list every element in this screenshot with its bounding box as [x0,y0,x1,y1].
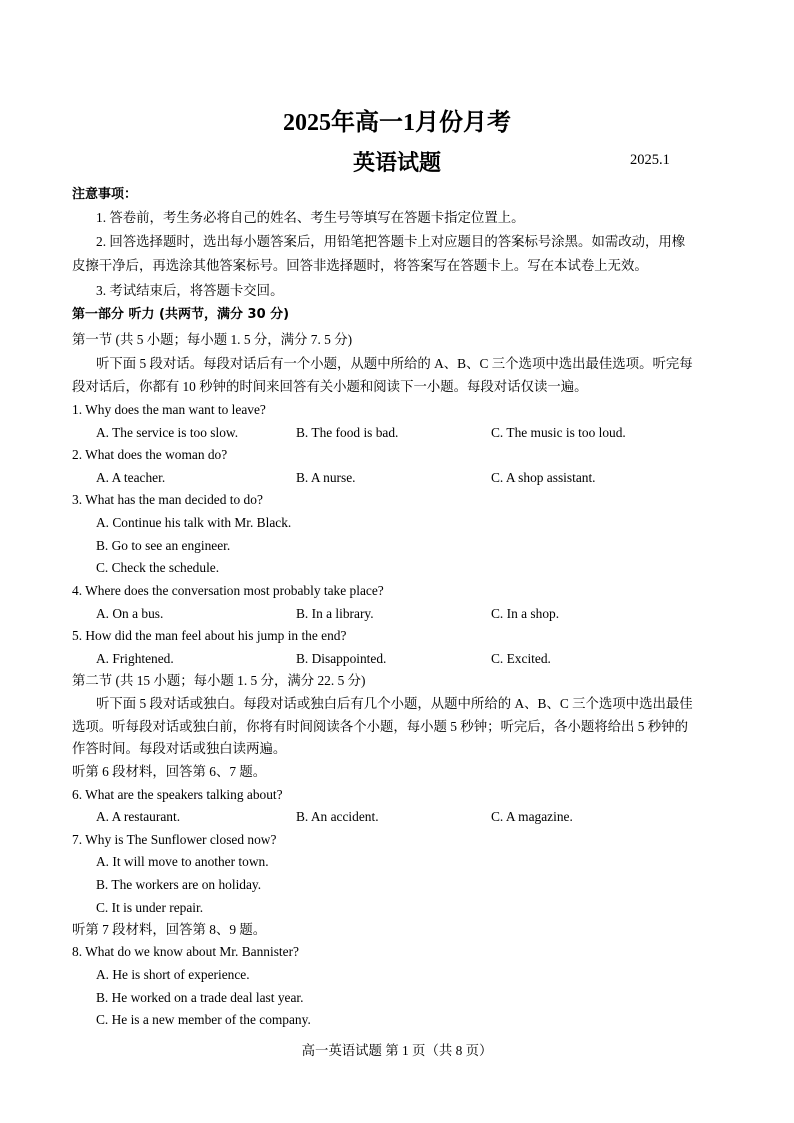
section1-instructions-line-1: 听下面 5 段对话。每段对话后有一个小题，从题中所给的 A、B、C 三个选项中选出最佳选项。听完每 [96,356,693,371]
question-5-option-a: A. Frightened. [96,651,174,666]
exam-subject: 英语试题 [352,150,441,175]
section1-instructions-line-2: 段对话后，你都有 10 秒钟的时间来回答有关小题和阅读下一小题。每段对话仅读一遍。 [72,379,588,394]
question-1-option-a: A. The service is too slow. [96,425,239,440]
material-7-note: 听第 7 段材料，回答第 8、9 题。 [72,922,267,937]
exam-date: 2025.1 [630,152,670,168]
question-8-option-a: A. He is short of experience. [96,967,250,982]
question-1-stem: 1. Why does the man want to leave? [72,402,266,417]
material-6-note: 听第 6 段材料，回答第 6、7 题。 [72,764,267,779]
question-5-stem: 5. How did the man feel about his jump in the end? [72,628,347,643]
question-2-option-b: B. A nurse. [296,470,356,485]
section2-instructions-line-2: 选项。听每段对话或独白前，你将有时间阅读各个小题，每小题 5 秒钟；听完后，各小题将给出 5 秒钟的 [72,719,688,734]
question-1-option-c: C. The music is too loud. [491,425,626,440]
exam-title: 2025年高一1月份月考 [283,110,511,136]
notice-item-2-line-2: 皮擦干净后，再选涂其他答案标号。回答非选择题时，将答案写在答题卡上。写在本试卷上无效。 [72,258,648,273]
notice-heading: 注意事项： [72,187,138,202]
question-7-option-a: A. It will move to another town. [96,854,269,869]
question-7-stem: 7. Why is The Sunflower closed now? [72,832,277,847]
question-6-option-a: A. A restaurant. [96,809,181,824]
question-8-option-b: B. He worked on a trade deal last year. [96,990,304,1005]
section2-instructions-line-3: 作答时间。每段对话或独白读两遍。 [72,741,287,756]
part1-heading: 第一部分 听力 (共两节，满分 30 分) [72,307,290,322]
question-3-stem: 3. What has the man decided to do? [72,492,263,507]
question-4-stem: 4. Where does the conversation most probably take place? [72,583,384,598]
question-8-stem: 8. What do we know about Mr. Bannister? [72,944,299,959]
section2-heading: 第二节 (共 15 小题；每小题 1. 5 分，满分 22. 5 分) [72,673,366,688]
notice-item-1: 1. 答卷前，考生务必将自己的姓名、考生号等填写在答题卡指定位置上。 [96,210,525,225]
question-6-option-c: C. A magazine. [491,809,573,824]
section1-heading: 第一节 (共 5 小题；每小题 1. 5 分，满分 7. 5 分) [72,332,353,347]
question-2-option-a: A. A teacher. [96,470,166,485]
question-3-option-c: C. Check the schedule. [96,560,220,575]
page-footer: 高一英语试题 第 1 页（共 8 页） [301,1043,493,1058]
question-2-option-c: C. A shop assistant. [491,470,596,485]
question-4-option-a: A. On a bus. [96,606,164,621]
question-7-option-c: C. It is under repair. [96,900,204,915]
question-5-option-b: B. Disappointed. [296,651,387,666]
question-6-stem: 6. What are the speakers talking about? [72,787,283,802]
question-3-option-a: A. Continue his talk with Mr. Black. [96,515,292,530]
question-2-stem: 2. What does the woman do? [72,447,228,462]
question-8-option-c: C. He is a new member of the company. [96,1012,311,1027]
question-3-option-b: B. Go to see an engineer. [96,538,231,553]
question-6-option-b: B. An accident. [296,809,379,824]
section2-instructions-line-1: 听下面 5 段对话或独白。每段对话或独白后有几个小题，从题中所给的 A、B、C 三个选项中选出最佳 [96,696,693,711]
question-7-option-b: B. The workers are on holiday. [96,877,262,892]
question-5-option-c: C. Excited. [491,651,551,666]
notice-item-2-line-1: 2. 回答选择题时，选出每小题答案后，用铅笔把答题卡上对应题目的答案标号涂黑。如需改动，用橡 [96,234,686,249]
question-4-option-c: C. In a shop. [491,606,560,621]
question-1-option-b: B. The food is bad. [296,425,399,440]
question-4-option-b: B. In a library. [296,606,374,621]
notice-item-3: 3. 考试结束后，将答题卡交回。 [96,283,284,298]
